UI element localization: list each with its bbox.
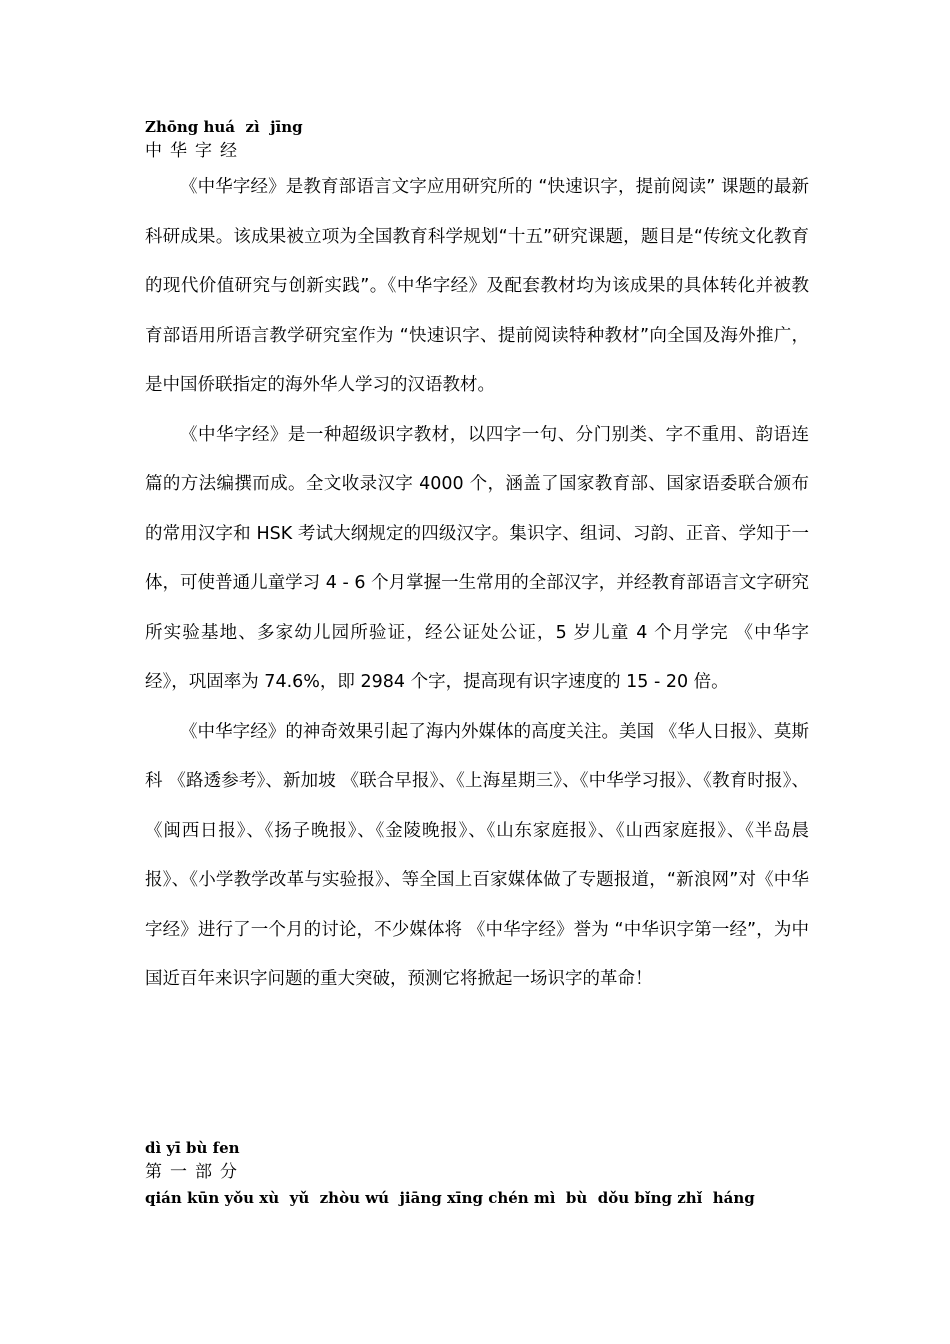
section-heading: 第一部分 — [145, 1162, 245, 1182]
title-hanzi: 中华字经 — [145, 141, 245, 161]
document-body — [145, 163, 809, 1005]
paragraph-description: 《中华字经》是一种超级识字教材，以四字一句、分门别类、字不重用、韵语连篇的方法编撰而成。全文收录汉字 4000 个，涵盖了国家教育部、国家语委联合颁布的常用汉字和 HSK 考试大纲规定的四级汉字。集识字、组词、习韵、正音、学知于一体，可使普通儿童学习 4 - 6 个月掌握一生常用的全部汉字，并经教育部语言文字研究所实验基地、多家幼儿园所验证，经公证处公证，5 岁儿童 4 个月学完 《中华字经》，巩固率为 74.6%，即 2984 个字，提高现有识字速度的 15 - 20 倍。 — [145, 424, 809, 692]
section-pinyin: dì yī bù fen — [145, 1139, 240, 1157]
title-pinyin: Zhōng huá zì jīng — [145, 118, 303, 136]
verse-pinyin: qián kūn yǒu xù yǔ zhòu wú jiāng xīng chén mì bù dǒu bǐng zhǐ háng — [145, 1189, 755, 1207]
paragraph-intro: 《中华字经》是教育部语言文字应用研究所的 “快速识字，提前阅读” 课题的最新科研成果。该成果被立项为全国教育科学规划“十五”研究课题，题目是“传统文化教育的现代价值研究与创新实践”。《中华字经》及配套教材均为该成果的具体转化并被教育部语用所语言教学研究室作为 “快速识字、提前阅读特种教材”向全国及海外推广，是中国侨联指定的海外华人学习的汉语教材。 — [145, 177, 809, 395]
paragraph-media: 《中华字经》的神奇效果引起了海内外媒体的高度关注。美国 《华人日报》、莫斯科 《路透参考》、新加坡 《联合早报》、《上海星期三》、《中华学习报》、《教育时报》、《闽西日报》、《扬子晚报》、《金陵晚报》、《山东家庭报》、《山西家庭报》、《半岛晨报》、《小学教学改革与实验报》、等全国上百家媒体做了专题报道，“新浪网”对《中华字经》进行了一个月的讨论，不少媒体将 《中华字经》誉为 “中华识字第一经”，为中国近百年来识字问题的重大突破，预测它将掀起一场识字的革命！ — [145, 721, 809, 989]
